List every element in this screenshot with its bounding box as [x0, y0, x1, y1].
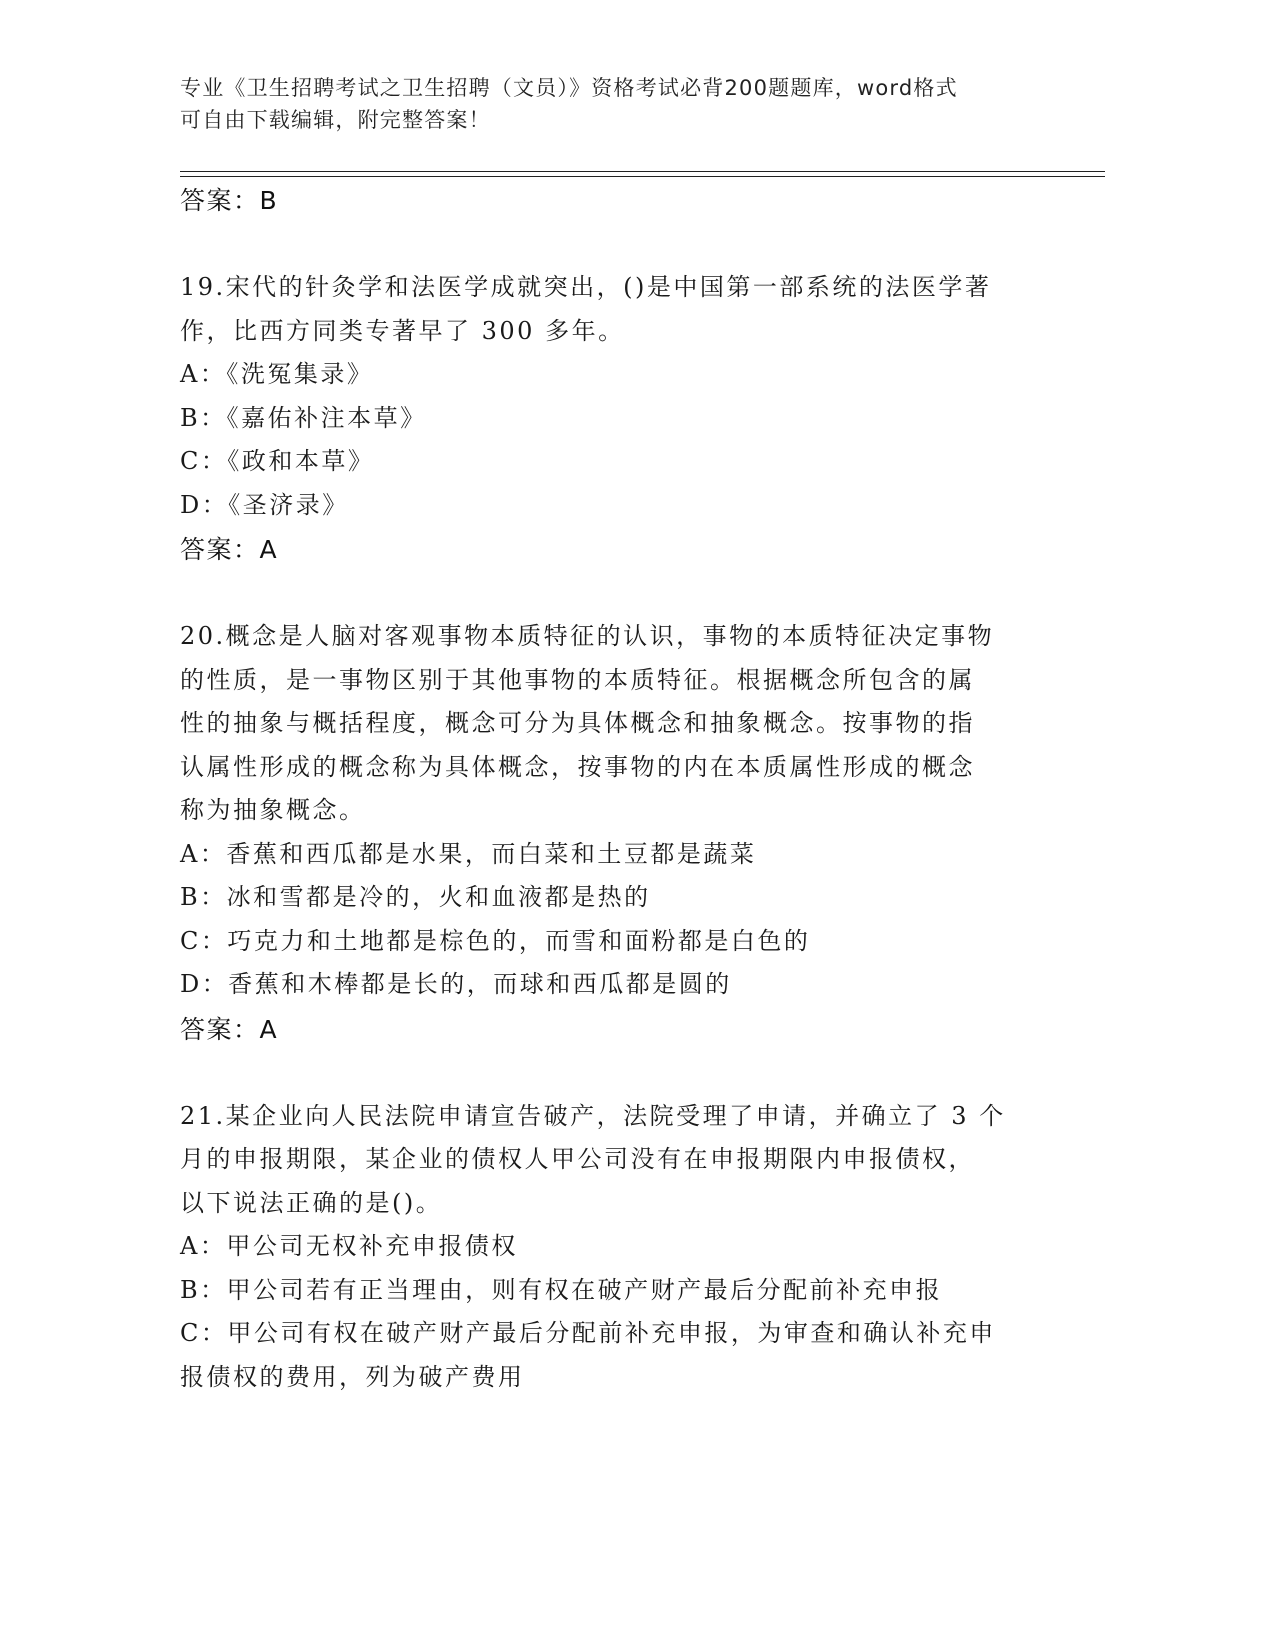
header-title-line-1: 专业《卫生招聘考试之卫生招聘（文员）》资格考试必背200题题库，word格式 — [180, 76, 958, 100]
option-c: C：甲公司有权在破产财产最后分配前补充申报，为审查和确认补充申 — [180, 1319, 996, 1347]
spacer — [180, 224, 1050, 266]
option-c-continued: 报债权的费用，列为破产费用 — [180, 1362, 525, 1391]
document-body — [180, 178, 1050, 1399]
question-text-line: 的性质，是一事物区别于其他事物的本质特征。根据概念所包含的属 — [180, 665, 975, 694]
option-a: A：《洗冤集录》 — [180, 360, 374, 388]
answer-label: 答案：A — [180, 1014, 279, 1044]
question-text-line: 19.宋代的针灸学和法医学成就突出，()是中国第一部系统的法医学著 — [180, 273, 992, 301]
question-21 — [180, 1095, 1050, 1400]
question-20 — [180, 615, 1050, 1053]
question-text-line: 月的申报期限，某企业的债权人甲公司没有在申报期限内申报债权， — [180, 1145, 975, 1173]
spacer — [180, 573, 1050, 615]
question-text-line: 作，比西方同类专著早了 300 多年。 — [180, 316, 625, 345]
question-19 — [180, 266, 1050, 573]
question-text-line: 认属性形成的概念称为具体概念，按事物的内在本质属性形成的概念 — [180, 752, 975, 781]
question-text-line: 20.概念是人脑对客观事物本质特征的认识，事物的本质特征决定事物 — [180, 622, 995, 650]
option-a: A：香蕉和西瓜都是水果，而白菜和土豆都是蔬菜 — [180, 839, 757, 868]
question-text-line: 称为抽象概念。 — [180, 796, 366, 824]
option-d: D：《圣济录》 — [180, 490, 349, 519]
header-title-line-2: 可自由下载编辑，附完整答案！ — [180, 108, 491, 132]
option-d: D：香蕉和木棒都是长的，而球和西瓜都是圆的 — [180, 970, 732, 998]
option-b: B：冰和雪都是冷的，火和血液都是热的 — [180, 883, 651, 911]
question-text-line: 性的抽象与概括程度，概念可分为具体概念和抽象概念。按事物的指 — [180, 709, 975, 737]
option-a: A：甲公司无权补充申报债权 — [180, 1232, 518, 1260]
header-divider-bottom — [180, 176, 1105, 177]
question-text-line: 以下说法正确的是()。 — [180, 1188, 443, 1217]
spacer — [180, 1053, 1050, 1095]
question-text-line: 21.某企业向人民法院申请宣告破产，法院受理了申请，并确立了 3 个 — [180, 1101, 1006, 1130]
previous-answer: 答案：B — [180, 186, 279, 215]
header-divider-top — [180, 171, 1105, 172]
option-c: C：巧克力和土地都是棕色的，而雪和面粉都是白色的 — [180, 926, 811, 955]
option-b: B：甲公司若有正当理由，则有权在破产财产最后分配前补充申报 — [180, 1275, 943, 1304]
answer-label: 答案：A — [180, 535, 279, 564]
page-header — [180, 72, 1040, 136]
option-b: B：《嘉佑补注本草》 — [180, 403, 427, 432]
option-c: C：《政和本草》 — [180, 447, 375, 475]
